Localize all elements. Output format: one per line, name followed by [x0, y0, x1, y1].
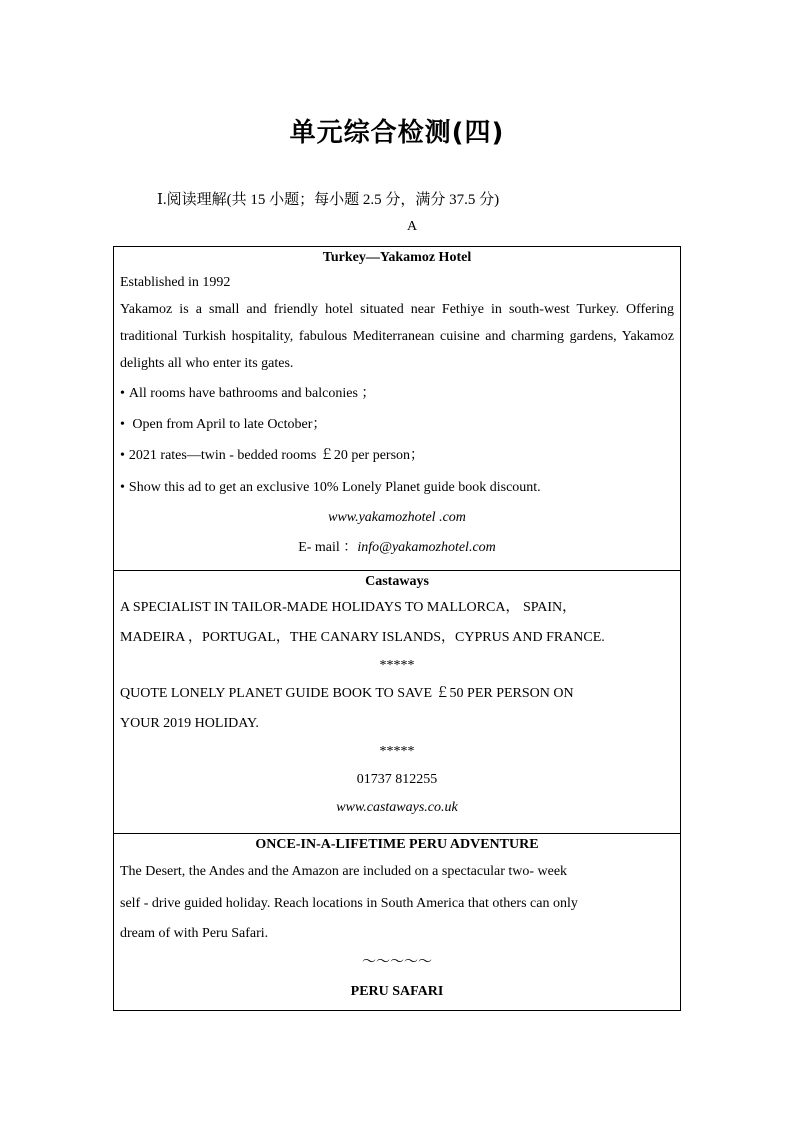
castaways-website-link[interactable]: www.castaways.co.uk — [336, 800, 458, 815]
ad-peru-safari — [114, 834, 680, 1010]
advertisements-table — [113, 246, 681, 1011]
passage-label: A — [406, 219, 418, 234]
peru-line-2: self - drive guided holiday. Reach locations in South America that others can only — [120, 896, 578, 911]
separator: ***** — [379, 744, 415, 759]
ad-title: Castaways — [365, 574, 429, 589]
hotel-description: Yakamoz is a small and friendly hotel situated near Fethiye in south-west Turkey. Offering traditional Turkish hospitality, fabulous Mediterranean cuisine and charming gardens, Yakamoz delights all who enter its gates. — [120, 302, 674, 371]
ad-title: ONCE-IN-A-LIFETIME PERU ADVENTURE — [255, 837, 539, 852]
bullet-item: • 2021 rates—twin - bedded rooms ￡20 per person； — [120, 440, 674, 472]
castaways-offer-2: YOUR 2019 HOLIDAY. — [120, 716, 259, 731]
castaways-phone: 01737 812255 — [356, 772, 438, 787]
decorative-tildes: ～～～～～ — [362, 955, 432, 970]
castaways-line-1: A SPECIALIST IN TAILOR-MADE HOLIDAYS TO MALLORCA， SPAIN， — [120, 600, 577, 615]
bullet-item: • Show this ad to get an exclusive 10% Lonely Planet guide book discount. — [120, 472, 674, 503]
bullet-item: • Open from April to late October； — [120, 409, 674, 440]
ad-title: Turkey—Yakamoz Hotel — [322, 250, 472, 265]
established-line: Established in 1992 — [120, 275, 231, 290]
bullet-item: • All rooms have bathrooms and balconies ； — [120, 378, 674, 409]
peru-line-3: dream of with Peru Safari. — [120, 926, 269, 941]
hotel-email-line — [120, 533, 674, 563]
peru-safari-brand: PERU SAFARI — [350, 984, 444, 999]
section-heading: Ⅰ.阅读理解(共 15 小题；每小题 2.5 分，满分 37.5 分) — [157, 192, 500, 208]
ad-castaways — [114, 571, 680, 834]
separator: ***** — [379, 658, 415, 673]
peru-line-1: The Desert, the Andes and the Amazon are included on a spectacular two- week — [120, 864, 568, 879]
email-label: E- mail ： — [298, 540, 358, 555]
castaways-line-2: MADEIRA ，PORTUGAL，THE CANARY ISLANDS，CYPRUS AND FRANCE. — [120, 630, 605, 645]
ad-yakamoz-hotel — [114, 247, 680, 571]
castaways-offer-1: QUOTE LONELY PLANET GUIDE BOOK TO SAVE ￡50 PER PERSON ON — [120, 686, 574, 701]
hotel-email-link[interactable]: info@yakamozhotel.com — [357, 540, 496, 555]
page-title: 单元综合检测(四) — [289, 118, 505, 148]
hotel-website-link[interactable]: www.yakamozhotel .com — [328, 510, 466, 525]
